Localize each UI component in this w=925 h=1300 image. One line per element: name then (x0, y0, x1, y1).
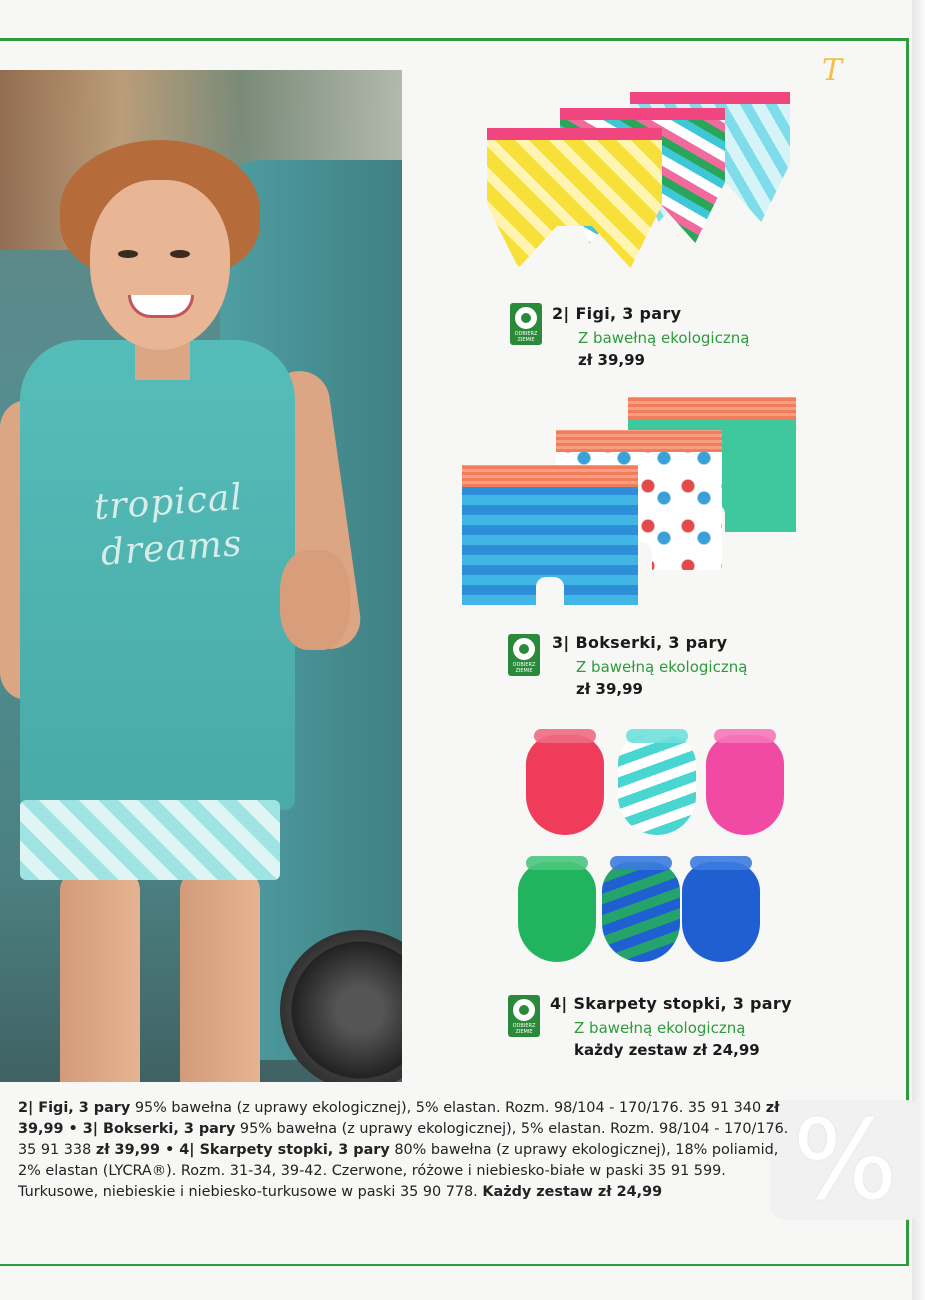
product-subtitle: Z bawełną ekologiczną (576, 658, 748, 676)
desc-figi-text: 95% bawełna (z uprawy ekologicznej), 5% elastan. Rozm. 98/104 - 170/176. 35 91 340 (130, 1100, 766, 1116)
boxer-band (462, 465, 638, 487)
eye-left (118, 250, 138, 258)
globe-icon (513, 999, 535, 1021)
product-subtitle: Z bawełną ekologiczną (578, 329, 750, 347)
model-photo (0, 70, 402, 1082)
eco-badge-icon (508, 995, 540, 1037)
frame-line-top (0, 38, 908, 41)
product-title: 3| Bokserki, 3 pary (552, 633, 728, 652)
sock-cuff (526, 856, 588, 870)
percent-watermark-icon: % (770, 1100, 920, 1220)
hand-right (280, 550, 350, 650)
shirt-print: tropical dreams (92, 476, 245, 574)
brand-logo-icon: T (822, 53, 843, 88)
sock-blue (682, 862, 760, 962)
boxer-striped (462, 465, 638, 605)
badge-text: ODBIERZ ZIEMIE (512, 1023, 536, 1035)
product-price: każdy zestaw zł 24,99 (574, 1041, 760, 1059)
shirt (20, 340, 295, 810)
sock-cuff (626, 729, 688, 743)
eco-badge-icon (508, 634, 540, 676)
sock-cuff (610, 856, 672, 870)
product-subtitle: Z bawełną ekologiczną (574, 1019, 746, 1037)
eye-right (170, 250, 190, 258)
brief-yellow (487, 128, 662, 268)
brief-band (560, 108, 725, 120)
product-price: zł 39,99 (578, 351, 645, 369)
product-title: 4| Skarpety stopki, 3 pary (550, 994, 792, 1013)
sock-pink (706, 735, 784, 835)
frame-line-right (906, 38, 909, 1266)
product-title: 2| Figi, 3 pary (552, 304, 682, 323)
desc-bokserki-price: zł 39,99 • 4| Skarpety stopki, 3 pary (95, 1142, 390, 1158)
desc-bokserki-text: 95% bawełna (z uprawy ekologicznej), 5% elastan. Rozm. 98/104 - 170/176. 35 91 338 (18, 1121, 789, 1158)
eco-badge-icon (510, 303, 542, 345)
globe-icon (515, 307, 537, 329)
sock-cuff (534, 729, 596, 743)
brief-band (487, 128, 662, 140)
brief-band (630, 92, 790, 104)
desc-figi-title: 2| Figi, 3 pary (18, 1100, 131, 1116)
badge-text: ODBIERZ ZIEMIE (514, 331, 538, 343)
sock-green (518, 862, 596, 962)
leg-right (180, 870, 260, 1082)
desc-skarpety-text: 80% bawełna (z uprawy ekologicznej), 18% poliamid, 2% elastan (LYCRA®). Rozm. 31-34, 39-42. Czerwone, różowe i niebiesko-białe w paski 35 91 599. Turkusowe, niebieskie i niebiesko-turkusowe w paski 35 90 778. (18, 1142, 779, 1200)
sock-red (526, 735, 604, 835)
desc-skarpety-price: Każdy zestaw zł 24,99 (482, 1184, 663, 1200)
boxer-band (628, 397, 796, 419)
face (90, 180, 230, 350)
frame-line-bottom (0, 1264, 908, 1266)
product-price: zł 39,99 (576, 680, 643, 698)
leg-left (60, 870, 140, 1082)
sock-stripe-white (618, 735, 696, 835)
shorts (20, 800, 280, 880)
desc-figi-price: zł 39,99 • 3| Bokserki, 3 pary (18, 1100, 780, 1137)
sock-cuff (690, 856, 752, 870)
sock-cuff (714, 729, 776, 743)
product-description (18, 1098, 798, 1203)
globe-icon (513, 638, 535, 660)
badge-text: ODBIERZ ZIEMIE (512, 662, 536, 674)
boxer-band (556, 430, 722, 452)
sock-stripe-blue (602, 862, 680, 962)
boxer-leg-gap (536, 577, 564, 605)
